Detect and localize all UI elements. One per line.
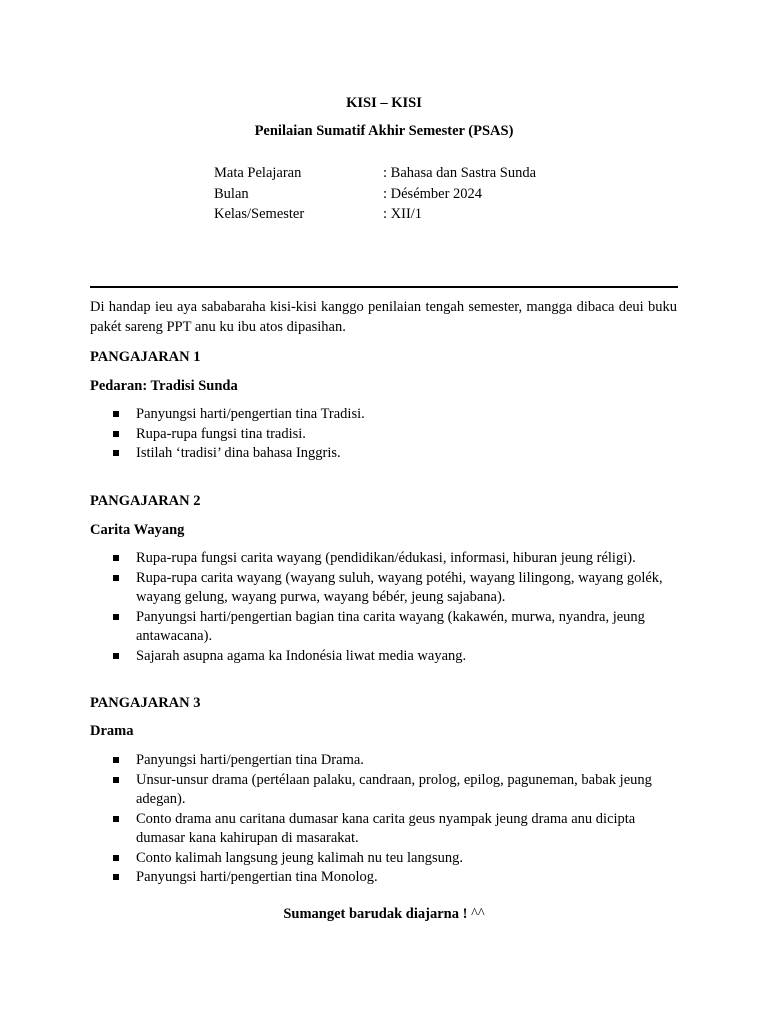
closing-emoticon: ^^ xyxy=(467,906,485,922)
square-bullet-icon xyxy=(113,555,119,561)
topic-list-2 xyxy=(90,549,677,666)
document-title: KISI – KISI xyxy=(346,95,422,111)
square-bullet-icon xyxy=(113,757,119,763)
topic-list-1 xyxy=(90,405,677,464)
list-item xyxy=(90,849,677,869)
list-item-text: Sajarah asupna agama ka Indonésia liwat media wayang. xyxy=(136,647,467,664)
meta-value: : Bahasa dan Sastra Sunda xyxy=(383,165,537,181)
list-item xyxy=(90,647,677,667)
square-bullet-icon xyxy=(113,411,119,417)
list-item xyxy=(90,771,677,810)
meta-row-subject xyxy=(214,163,536,184)
square-bullet-icon xyxy=(113,450,119,456)
square-bullet-icon xyxy=(113,614,119,620)
document-body xyxy=(90,298,677,885)
list-item-text: Conto drama anu caritana dumasar kana carita geus nyampak jeung drama anu dicipta dumasar kana kahirupan di masarakat. xyxy=(136,810,636,846)
list-item-text: Rupa-rupa fungsi tina tradisi. xyxy=(136,425,306,442)
list-item-text: Conto kalimah langsung jeung kalimah nu teu langsung. xyxy=(136,849,464,866)
list-item-text: Panyungsi harti/pengertian tina Monolog. xyxy=(136,869,378,885)
square-bullet-icon xyxy=(113,855,119,861)
topic-heading-3: Drama xyxy=(90,723,134,739)
list-item xyxy=(90,868,677,888)
square-bullet-icon xyxy=(113,874,119,880)
list-item xyxy=(90,569,677,608)
horizontal-rule xyxy=(90,286,678,288)
list-item-text: Panyungsi harti/pengertian tina Drama. xyxy=(136,752,364,768)
list-item-text: Rupa-rupa fungsi carita wayang (pendidikan/édukasi, informasi, hiburan jeung réligi). xyxy=(136,550,636,566)
topic-heading-1: Pedaran: Tradisi Sunda xyxy=(90,378,238,394)
list-item xyxy=(90,549,677,569)
meta-value: : XII/1 xyxy=(383,206,423,222)
list-item xyxy=(90,425,677,445)
square-bullet-icon xyxy=(113,777,119,783)
lesson-heading-3: PANGAJARAN 3 xyxy=(90,695,201,711)
meta-label: Bulan xyxy=(214,185,249,202)
lesson-heading-2: PANGAJARAN 2 xyxy=(90,493,201,509)
meta-value: : Désémber 2024 xyxy=(383,185,483,202)
closing-line xyxy=(0,904,768,924)
list-item-text: Rupa-rupa carita wayang (wayang suluh, wayang potéhi, wayang lilingong, wayang golék, wayang gelung, wayang purwa, wayang bébér, jeung sajabana). xyxy=(136,569,663,605)
square-bullet-icon xyxy=(113,816,119,822)
list-item xyxy=(90,405,677,425)
list-item-text: Istilah ‘tradisi’ dina bahasa Inggris. xyxy=(136,445,341,461)
meta-label: Kelas/Semester xyxy=(214,206,305,222)
square-bullet-icon xyxy=(113,431,119,437)
list-item-text: Panyungsi harti/pengertian tina Tradisi. xyxy=(136,406,365,422)
square-bullet-icon xyxy=(113,575,119,581)
list-item xyxy=(90,751,677,771)
square-bullet-icon xyxy=(113,653,119,659)
closing-text: Sumanget barudak diajarna ! xyxy=(283,906,468,922)
meta-row-class-semester xyxy=(214,204,536,225)
list-item xyxy=(90,608,677,647)
list-item xyxy=(90,444,677,464)
meta-label: Mata Pelajaran xyxy=(214,165,302,181)
document-subtitle: Penilaian Sumatif Akhir Semester (PSAS) xyxy=(254,123,514,139)
topic-heading-2: Carita Wayang xyxy=(90,522,185,538)
list-item xyxy=(90,810,677,849)
meta-table xyxy=(214,163,536,225)
topic-list-3 xyxy=(90,751,677,888)
lesson-heading-1: PANGAJARAN 1 xyxy=(90,349,201,365)
meta-row-month xyxy=(214,184,536,205)
intro-paragraph: Di handap ieu aya sababaraha kisi-kisi kanggo penilaian tengah semester, mangga dibaca deui buku pakét sareng PPT anu ku ibu atos dipasihan. xyxy=(90,299,677,335)
list-item-text: Unsur-unsur drama (pertélaan palaku, candraan, prolog, epilog, paguneman, babak jeung adegan). xyxy=(136,771,652,807)
list-item-text: Panyungsi harti/pengertian bagian tina carita wayang (kakawén, murwa, nyandra, jeung antawacana). xyxy=(136,608,645,644)
